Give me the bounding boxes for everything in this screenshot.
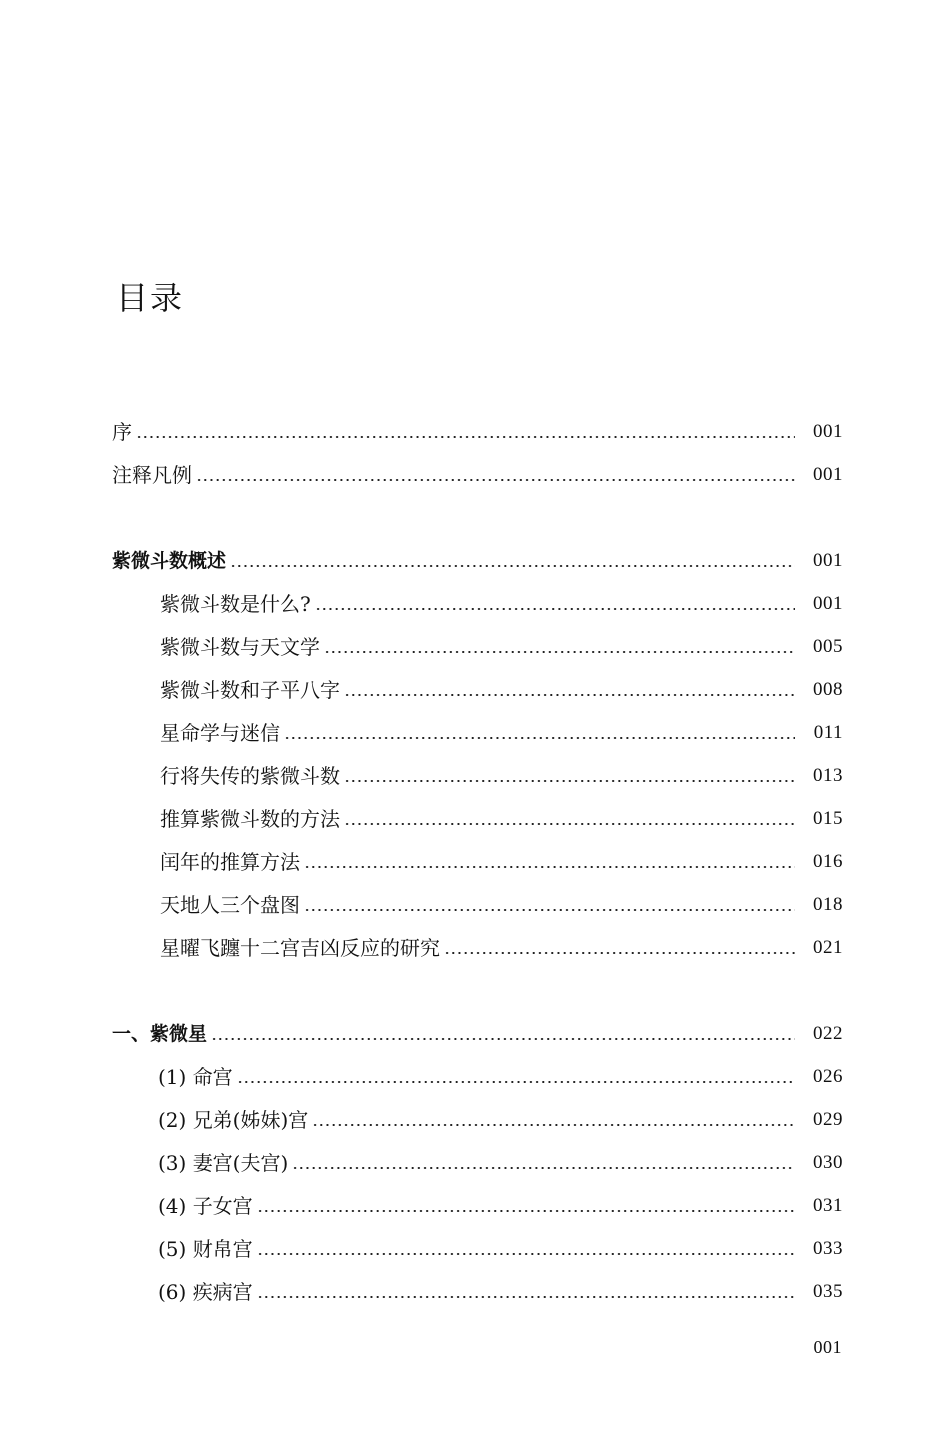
dot-leader <box>344 694 795 696</box>
toc-entry <box>160 761 843 791</box>
dot-leader <box>211 1038 795 1040</box>
toc-entry-text: 紫微斗数是什么? <box>160 592 311 616</box>
toc-entry-page: 018 <box>813 894 843 915</box>
toc-entry-text: 星曜飞躔十二宫吉凶反应的研究 <box>160 936 440 960</box>
toc-entry <box>160 847 843 877</box>
dot-leader <box>230 565 795 567</box>
toc-entry-text: 推算紫微斗数的方法 <box>160 807 340 831</box>
dot-leader <box>284 737 795 739</box>
toc-entry-page: 026 <box>813 1066 843 1087</box>
toc-entry-page: 008 <box>813 679 843 700</box>
toc-entry-text: 闰年的推算方法 <box>160 850 300 874</box>
toc-entry-text: (1) 命宫 <box>158 1065 233 1089</box>
dot-leader <box>257 1296 795 1298</box>
toc-entry-page: 005 <box>813 636 843 657</box>
toc-entry-page: 031 <box>813 1195 843 1216</box>
toc-entry <box>160 632 843 662</box>
toc-entry <box>160 890 843 920</box>
toc-entry-text: 注释凡例 <box>112 463 192 487</box>
toc-entry <box>160 933 843 963</box>
toc-entry-page: 021 <box>813 937 843 958</box>
toc-entry-page: 011 <box>813 722 843 743</box>
toc-title: 目录 <box>116 279 185 317</box>
toc-entry <box>158 1148 843 1178</box>
page-number: 001 <box>813 1337 842 1357</box>
dot-leader <box>196 479 795 481</box>
toc-entry-page: 015 <box>813 808 843 829</box>
toc-entry-text: (2) 兄弟(姊妹)宫 <box>158 1108 309 1132</box>
toc-entry <box>158 1105 843 1135</box>
toc-entry-page: 001 <box>813 550 843 571</box>
toc-entry-text: 行将失传的紫微斗数 <box>160 764 340 788</box>
toc-entry-page: 033 <box>813 1238 843 1259</box>
toc-entry <box>158 1234 843 1264</box>
dot-leader <box>344 823 795 825</box>
toc-entry-text: 紫微斗数和子平八字 <box>160 678 340 702</box>
toc-entry <box>160 675 843 705</box>
dot-leader <box>257 1253 795 1255</box>
toc-entry-page: 001 <box>813 421 843 442</box>
toc-entry <box>158 1062 843 1092</box>
dot-leader <box>312 1124 795 1126</box>
toc-entry <box>160 718 843 748</box>
dot-leader <box>237 1081 795 1083</box>
toc-entry-text: 一、紫微星 <box>112 1023 208 1045</box>
dot-leader <box>136 436 795 438</box>
toc-entry-text: (3) 妻宫(夫宫) <box>158 1151 289 1175</box>
toc-entry-text: 紫微斗数概述 <box>112 550 227 572</box>
dot-leader <box>304 866 795 868</box>
toc-entry-page: 013 <box>813 765 843 786</box>
dot-leader <box>257 1210 795 1212</box>
toc-entry <box>158 1191 843 1221</box>
toc-entry-text: (4) 子女宫 <box>158 1194 253 1218</box>
dot-leader <box>324 651 795 653</box>
toc-entry-preface <box>112 417 843 447</box>
dot-leader <box>304 909 795 911</box>
toc-entry-text: 星命学与迷信 <box>160 721 280 745</box>
toc-entry-page: 022 <box>813 1023 843 1044</box>
toc-entry-page: 001 <box>813 464 843 485</box>
toc-entry-page: 030 <box>813 1152 843 1173</box>
toc-entry-page: 016 <box>813 851 843 872</box>
toc-section-overview <box>112 546 843 576</box>
toc-section-ziwei-star <box>112 1019 843 1049</box>
toc-entry-text: 序 <box>112 420 132 444</box>
toc-entry <box>160 589 843 619</box>
toc-entry-notes <box>112 460 843 490</box>
toc-entry-text: 天地人三个盘图 <box>160 893 300 917</box>
toc-entry-page: 035 <box>813 1281 843 1302</box>
toc-entry-text: 紫微斗数与天文学 <box>160 635 320 659</box>
dot-leader <box>344 780 795 782</box>
toc-entry <box>160 804 843 834</box>
toc-entry-text: (6) 疾病宫 <box>158 1280 253 1304</box>
dot-leader <box>292 1167 795 1169</box>
toc-entry-text: (5) 财帛宫 <box>158 1237 253 1261</box>
toc-entry <box>158 1277 843 1307</box>
dot-leader <box>315 608 795 610</box>
dot-leader <box>444 952 795 954</box>
toc-entry-page: 029 <box>813 1109 843 1130</box>
toc-entry-page: 001 <box>813 593 843 614</box>
